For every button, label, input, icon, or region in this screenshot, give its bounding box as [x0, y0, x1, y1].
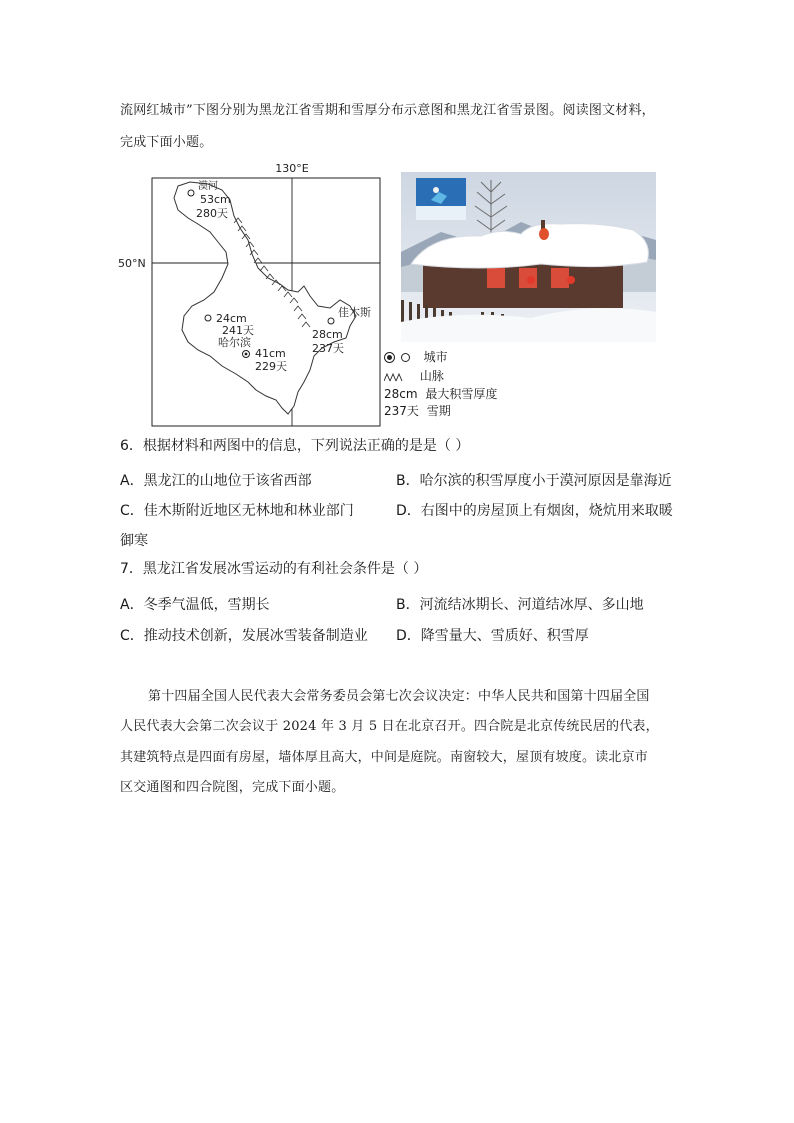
q7-option-b[interactable]: B．河流结冰期长、河道结冰厚、多山地 [396, 597, 644, 613]
point-unnamed-days: 241天 [222, 324, 254, 337]
city-harbin-days: 229天 [255, 360, 287, 373]
q7-option-d[interactable]: D．降雪量大、雪质好、积雪厚 [396, 628, 589, 644]
legend-city [384, 348, 448, 365]
mountain-symbol-icon [384, 372, 408, 382]
heilongjiang-snow-map [118, 160, 388, 430]
q6-option-b[interactable]: B．哈尔滨的积雪厚度小于漠河原因是靠海近 [396, 473, 672, 489]
legend-days-label: 雪期 [426, 404, 451, 418]
passage-line-3: 其建筑特点是四面有房屋，墙体厚且高大，中间是庭院。南窗较大，屋顶有坡度。读北京市 [120, 750, 649, 765]
legend-days-example: 237天 [384, 404, 419, 418]
city-mohe-depth: 53cm [200, 193, 231, 206]
city-harbin-name: 哈尔滨 [218, 336, 251, 349]
city-jiamusi-name: 佳木斯 [338, 306, 371, 319]
intro-line-2: 完成下面小题。 [120, 135, 213, 150]
legend-mountain [384, 367, 444, 384]
q6-option-a[interactable]: A．黑龙江的山地位于该省西部 [120, 473, 312, 489]
lon-label: 130°E [275, 162, 309, 175]
q6-option-d-cont: 御寒 [120, 533, 148, 549]
lat-label: 50°N [118, 257, 146, 270]
passage-line-1: 第十四届全国人民代表大会常务委员会第七次会议决定：中华人民共和国第十四届全国 [148, 689, 650, 704]
city-jiamusi-depth: 28cm [312, 328, 343, 341]
q6-option-d[interactable]: D．右图中的房屋顶上有烟囱，烧炕用来取暖 [396, 503, 673, 519]
passage-line-4: 区交通图和四合院图，完成下面小题。 [120, 780, 345, 795]
city-symbol-icon [401, 353, 410, 362]
city-jiamusi-days: 237天 [312, 342, 344, 355]
q6-stem: 6．根据材料和两图中的信息，下列说法正确的是是（ ） [120, 438, 470, 454]
q7-stem: 7．黑龙江省发展冰雪运动的有利社会条件是（ ） [120, 561, 428, 577]
legend-depth-example: 28cm [384, 387, 418, 401]
capital-symbol-icon [384, 352, 395, 363]
legend-mountain-label: 山脉 [419, 369, 444, 383]
legend-days [384, 402, 451, 419]
legend-depth-label: 最大积雪厚度 [425, 387, 498, 401]
q7-option-a[interactable]: A．冬季气温低，雪期长 [120, 597, 270, 613]
city-mohe-name: 漠河 [198, 181, 218, 192]
point-unnamed [205, 315, 211, 321]
snow-village-photo [401, 172, 656, 342]
city-harbin-depth: 41cm [255, 347, 286, 360]
q6-option-c[interactable]: C．佳木斯附近地区无林地和林业部门 [120, 503, 354, 519]
passage-line-2: 人民代表大会第二次会议于 2024 年 3 月 5 日在北京召开。四合院是北京传统民居的代表， [120, 719, 659, 734]
map-legend [384, 346, 514, 426]
city-jiamusi [328, 318, 334, 324]
intro-line-1: 流网红城市”下图分别为黑龙江省雪期和雪厚分布示意图和黑龙江省雪景图。阅读图文材料， [120, 103, 655, 118]
legend-city-label: 城市 [423, 350, 448, 364]
city-mohe [188, 190, 194, 196]
point-unnamed-depth: 24cm [216, 312, 247, 325]
city-mohe-days: 280天 [196, 207, 228, 220]
legend-depth [384, 385, 497, 402]
q7-option-c[interactable]: C．推动技术创新，发展冰雪装备制造业 [120, 628, 368, 644]
